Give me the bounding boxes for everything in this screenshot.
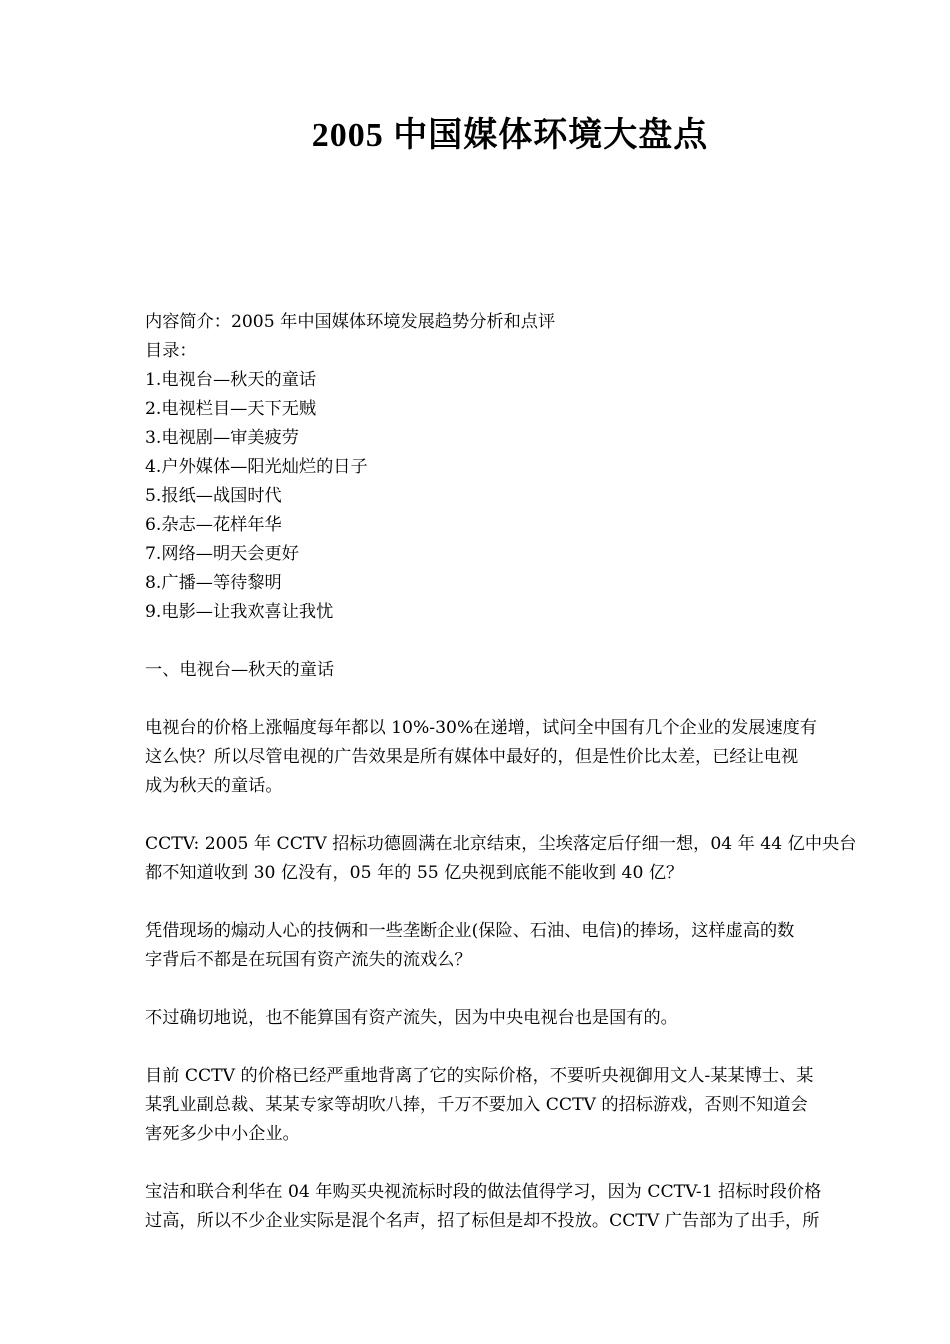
document-body: [145, 308, 880, 1236]
paragraph-line: 电视台的价格上涨幅度每年都以 10%-30%在递增，试问全中国有几个企业的发展速度有: [145, 718, 818, 738]
paragraph: [145, 1062, 880, 1149]
section-heading: 一、电视台—秋天的童话: [145, 660, 335, 680]
document-title: 2005 中国媒体环境大盘点: [311, 117, 709, 154]
paragraph-line: 某乳业副总裁、某某专家等胡吹八捧，千万不要加入 CCTV 的招标游戏，否则不知道会: [145, 1095, 808, 1115]
paragraph-line: 凭借现场的煽动人心的技俩和一些垄断企业(保险、石油、电信)的捧场，这样虚高的数: [145, 921, 795, 941]
toc-item: 2.电视栏目—天下无贼: [145, 399, 317, 419]
summary-line: 内容简介：2005 年中国媒体环境发展趋势分析和点评: [145, 312, 556, 332]
paragraph: [145, 830, 880, 888]
toc-item: 9.电影—让我欢喜让我忧: [145, 602, 334, 622]
spacer: [145, 685, 880, 714]
spacer: [145, 1149, 880, 1178]
toc-item: 3.电视剧—审美疲劳: [145, 428, 299, 448]
toc-item: 7.网络—明天会更好: [145, 544, 299, 564]
paragraph-line: 害死多少中小企业。: [145, 1124, 300, 1144]
paragraph-line: 成为秋天的童话。: [145, 776, 283, 796]
toc-item: 8.广播—等待黎明: [145, 573, 282, 593]
toc-item: 4.户外媒体—阳光灿烂的日子: [145, 457, 368, 477]
spacer: [145, 627, 880, 656]
spacer: [145, 888, 880, 917]
paragraph-line: 都不知道收到 30 亿没有，05 年的 55 亿央视到底能不能收到 40 亿？: [145, 863, 684, 883]
paragraph: [145, 917, 880, 975]
paragraph: [145, 1178, 880, 1236]
toc-item: 1.电视台—秋天的童话: [145, 370, 317, 390]
paragraph-line: 字背后不都是在玩国有资产流失的流戏么？: [145, 950, 472, 970]
paragraph-line: 过高，所以不少企业实际是混个名声，招了标但是却不投放。CCTV 广告部为了出手，所: [145, 1211, 820, 1231]
spacer: [145, 975, 880, 1004]
toc-item: 6.杂志—花样年华: [145, 515, 282, 535]
spacer: [145, 801, 880, 830]
paragraph: [145, 714, 880, 801]
paragraph: [145, 1004, 880, 1033]
paragraph-line: CCTV: 2005 年 CCTV 招标功德圆满在北京结束，尘埃落定后仔细一想，04 年 44 亿中央台: [145, 834, 857, 854]
paragraph-line: 这么快？所以尽管电视的广告效果是所有媒体中最好的，但是性价比太差，已经让电视: [145, 747, 799, 767]
paragraph-line: 宝洁和联合利华在 04 年购买央视流标时段的做法值得学习，因为 CCTV-1 招标时段价格: [145, 1182, 822, 1202]
table-of-contents: [145, 366, 880, 627]
toc-heading: 目录：: [145, 341, 197, 361]
spacer: [145, 1033, 880, 1062]
toc-item: 5.报纸—战国时代: [145, 486, 282, 506]
paragraph-line: 不过确切地说，也不能算国有资产流失，因为中央电视台也是国有的。: [145, 1008, 678, 1028]
paragraph-line: 目前 CCTV 的价格已经严重地背离了它的实际价格，不要听央视御用文人-某某博士、某: [145, 1066, 814, 1086]
